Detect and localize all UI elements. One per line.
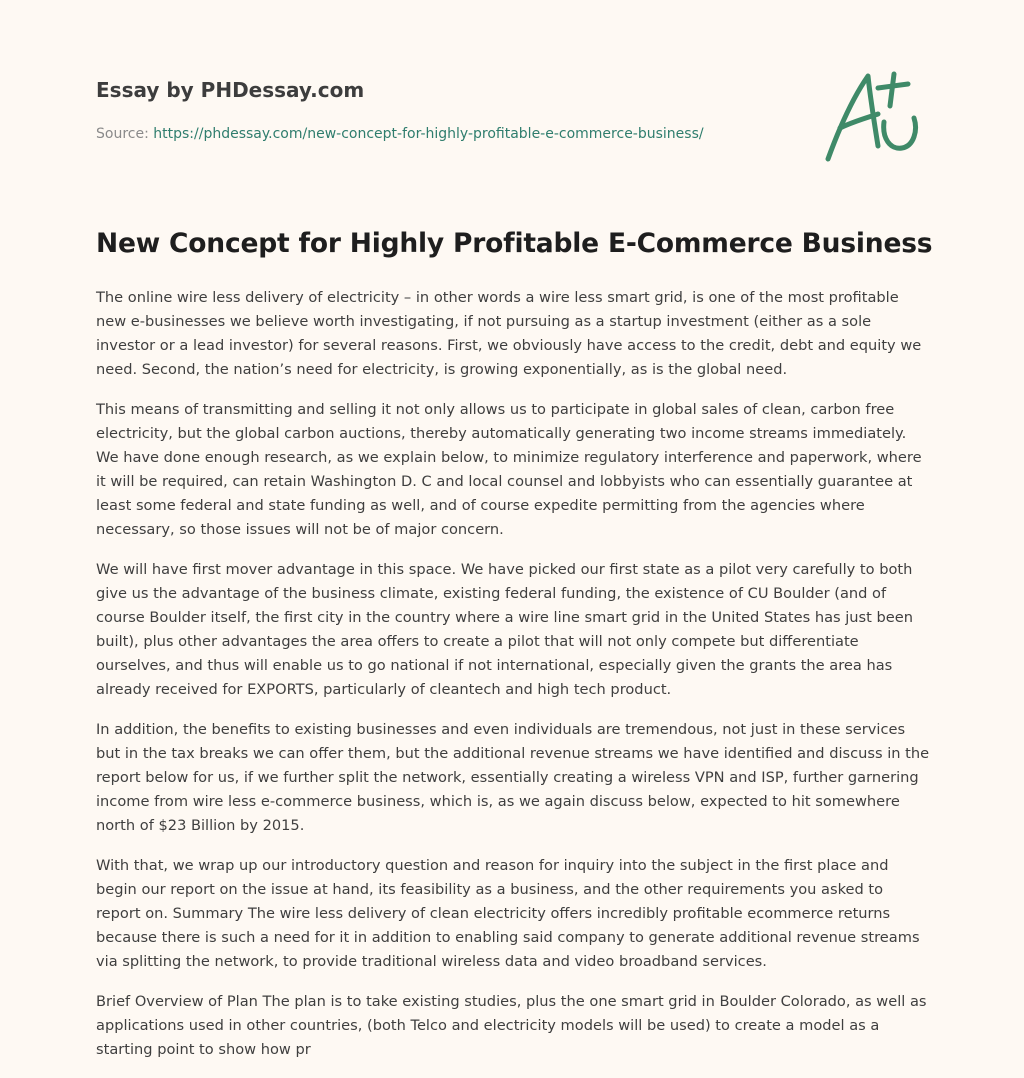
site-title: Essay by PHDessay.com <box>96 78 365 102</box>
article-title: New Concept for Highly Profitable E-Commerce Business <box>96 228 933 259</box>
a-plus-grade-icon <box>818 66 928 166</box>
source-link[interactable]: https://phdessay.com/new-concept-for-highly-profitable-e-commerce-business/ <box>153 126 704 142</box>
source-label: Source: <box>96 126 154 142</box>
page-header <box>96 76 796 144</box>
article-paragraph: This means of transmitting and selling it not only allows us to participate in global sales of clean, carbon free electricity, but the global carbon auctions, thereby automatically generating two income streams immediately. We have done enough research, as we explain below, to minimize regulatory interference and paperwork, where it will be required, can retain Washington D. C and local counsel and lobbyists who can essentially guarantee at least some federal and state funding as well, and of course expedite permitting from the agencies where necessary, so those issues will not be of major concern. <box>96 401 922 538</box>
article-body <box>96 286 932 1078</box>
article-paragraph: In addition, the benefits to existing businesses and even individuals are tremendous, not just in these services but in the tax breaks we can offer them, but the additional revenue streams we have identified and discuss in the report below for us, if we further split the network, essentially creating a wireless VPN and ISP, further garnering income from wire less e-commerce business, which is, as we again discuss below, expected to hit somewhere north of $23 Billion by 2015. <box>96 721 930 834</box>
article-paragraph: The online wire less delivery of electricity – in other words a wire less smart grid, is one of the most profitable new e-businesses we believe worth investigating, if not pursuing as a startup investment (either as a sole investor or a lead investor) for several reasons. First, we obviously have access to the credit, debt and equity we need. Second, the nation’s need for electricity, is growing exponentially, as is the global need. <box>96 289 922 378</box>
article-paragraph: Brief Overview of Plan The plan is to take existing studies, plus the one smart grid in Boulder Colorado, as well as applications used in other countries, (both Telco and electricity models will be used) to create a model as a starting point to show how pr <box>96 993 927 1058</box>
source-line <box>96 124 796 144</box>
article-paragraph: We will have first mover advantage in this space. We have picked our first state as a pilot very carefully to both give us the advantage of the business climate, existing federal funding, the existence of CU Boulder (and of course Boulder itself, the first city in the country where a wire line smart grid in the United States has just been built), plus other advantages the area offers to create a pilot that will not only compete but differentiate ourselves, and thus will enable us to go national if not international, especially given the grants the area has already received for EXPORTS, particularly of cleantech and high tech product. <box>96 561 913 698</box>
article-paragraph: With that, we wrap up our introductory question and reason for inquiry into the subject in the first place and begin our report on the issue at hand, its feasibility as a business, and the other requirements you asked to report on. Summary The wire less delivery of clean electricity offers incredibly profitable ecommerce returns because there is such a need for it in addition to enabling said company to generate additional revenue streams via splitting the network, to provide traditional wireless data and video broadband services. <box>96 857 920 970</box>
